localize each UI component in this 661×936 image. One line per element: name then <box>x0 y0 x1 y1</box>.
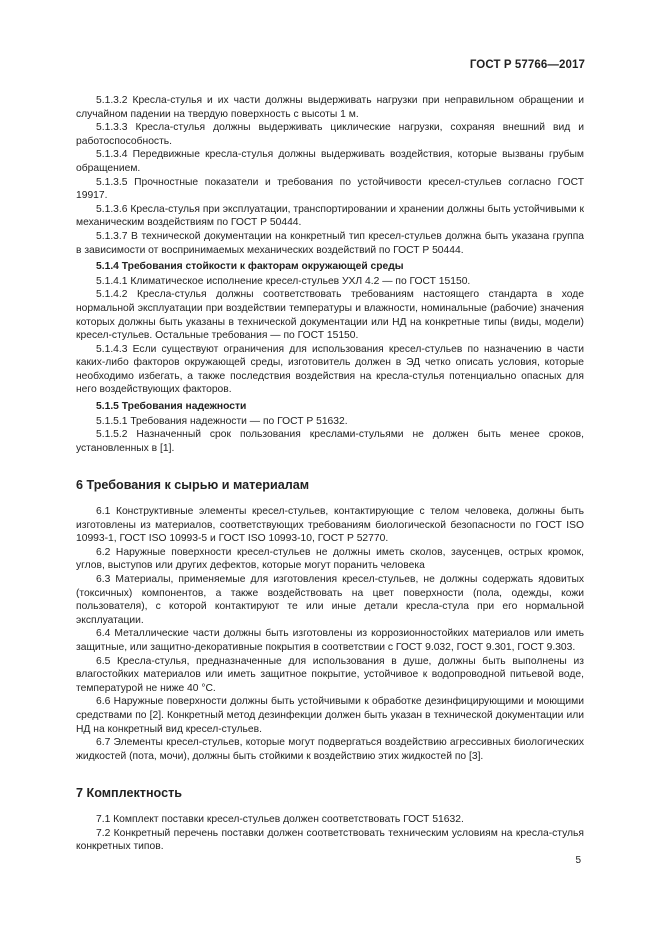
paragraph-5-1-4-3: 5.1.4.3 Если существуют ограничения для использования кресел-стульев по назначению в части каких-либо факторов окружающей среды, изготовитель должен в ЭД четко описать условия, которые необходимо избегать, а также последствия воздействия на кресла-стулья потенциально опасных для него воздействующих факторов. <box>76 343 584 396</box>
section-7-title: 7 Комплектность <box>76 786 182 801</box>
paragraph-5-1-3-7: 5.1.3.7 В технической документации на конкретный тип кресел-стульев должна быть указана группа в зависимости от воспринимаемых механических воздействий по ГОСТ Р 50444. <box>76 230 584 256</box>
paragraph-6-7: 6.7 Элементы кресел-стульев, которые могут подвергаться воздействию агрессивных биологических жидкостей (пота, мочи), должны быть стойкими к воздействию этих жидкостей по [3]. <box>76 737 584 762</box>
subsection-5-1-4-title: 5.1.4 Требования стойкости к факторам окружающей среды <box>96 261 404 273</box>
paragraph-7-1: 7.1 Комплект поставки кресел-стульев должен соответствовать ГОСТ 51632. <box>96 813 464 825</box>
subsection-5-1-5-title: 5.1.5 Требования надежности <box>96 401 247 413</box>
paragraph-6-3: 6.3 Материалы, применяемые для изготовления кресел-стульев, не должны содержать ядовитых (токсичных) компонентов, а также воздействовать на цвет поверхности (пола, одежды, кожи пользователя), с которой контактируют те или иные детали кресла-стула при его нормальной эксплуатации. <box>76 574 584 626</box>
paragraph-5-1-5-1: 5.1.5.1 Требования надежности — по ГОСТ Р 51632. <box>96 415 348 427</box>
paragraph-6-5: 6.5 Кресла-стулья, предназначенные для использования в душе, должны быть выполнены из влагостойких материалов или иметь защитное покрытие, устойчивое к водопроводной питьевой воде, температурой не ниже 40 °С. <box>76 655 584 694</box>
page-content <box>76 94 584 854</box>
paragraph-5-1-3-2: 5.1.3.2 Кресла-стулья и их части должны выдерживать нагрузки при неправильном обращении и случайном падении на твердую поверхность с высоты 1 м. <box>76 95 584 120</box>
paragraph-5-1-3-5: 5.1.3.5 Прочностные показатели и требования по устойчивости кресел-стульев согласно ГОСТ 19917. <box>76 176 584 202</box>
paragraph-5-1-3-3: 5.1.3.3 Кресла-стулья должны выдерживать циклические нагрузки, сохраняя внешний вид и работоспособность. <box>76 122 584 147</box>
paragraph-6-2: 6.2 Наружные поверхности кресел-стульев не должны иметь сколов, заусенцев, острых кромок, углов, выступов или других дефектов, которые могут поранить человека <box>76 546 584 572</box>
paragraph-5-1-4-2: 5.1.4.2 Кресла-стулья должны соответствовать требованиям настоящего стандарта в ходе нормальной эксплуатации при воздействии температуры и влажности, номинальные (рабочие) значения которых должны быть указаны в технической документации или НД на конкретные типы (виды, модели) кресел-стульев. Остальные требования — по ГОСТ 15150. <box>76 289 584 342</box>
paragraph-5-1-3-4: 5.1.3.4 Передвижные кресла-стулья должны выдерживать воздействия, которые вызваны грубым обращением. <box>76 149 584 174</box>
document-header: ГОСТ Р 57766—2017 <box>469 59 585 71</box>
paragraph-7-2: 7.2 Конкретный перечень поставки должен соответствовать техническим условиям на кресла-стулья конкретных типов. <box>76 827 584 853</box>
paragraph-5-1-3-6: 5.1.3.6 Кресла-стулья при эксплуатации, транспортировании и хранении должны быть устойчивыми к механическим воздействиям по ГОСТ Р 50444. <box>76 203 584 229</box>
page-number: 5 <box>575 855 581 866</box>
paragraph-5-1-5-2: 5.1.5.2 Назначенный срок пользования креслами-стульями не должен быть менее сроков, установленных в [1]. <box>76 429 584 454</box>
section-6-title: 6 Требования к сырью и материалам <box>76 478 310 493</box>
paragraph-6-4: 6.4 Металлические части должны быть изготовлены из коррозионностойких материалов или иметь защитные, или защитно-декоративные покрытия в соответствии с ГОСТ 9.032, ГОСТ 9.301, ГОСТ 9.303. <box>76 628 584 653</box>
paragraph-6-6: 6.6 Наружные поверхности должны быть устойчивыми к обработке дезинфицирующими и моющими средствами по [2]. Конкретный метод дезинфекции должен быть указан в технической документации или НД на конкретный вид кресел-стульев. <box>76 696 584 735</box>
paragraph-5-1-4-1: 5.1.4.1 Климатическое исполнение кресел-стульев УХЛ 4.2 — по ГОСТ 15150. <box>96 275 471 287</box>
paragraph-6-1: 6.1 Конструктивные элементы кресел-стульев, контактирующие с телом человека, должны быть изготовлены из материалов, соответствующих требованиям биологической безопасности по ГОСТ ISO 10993-1, ГОСТ ISO 10993-5 и ГОСТ ISO 10993-10, ГОСТ Р 52770. <box>76 506 584 545</box>
